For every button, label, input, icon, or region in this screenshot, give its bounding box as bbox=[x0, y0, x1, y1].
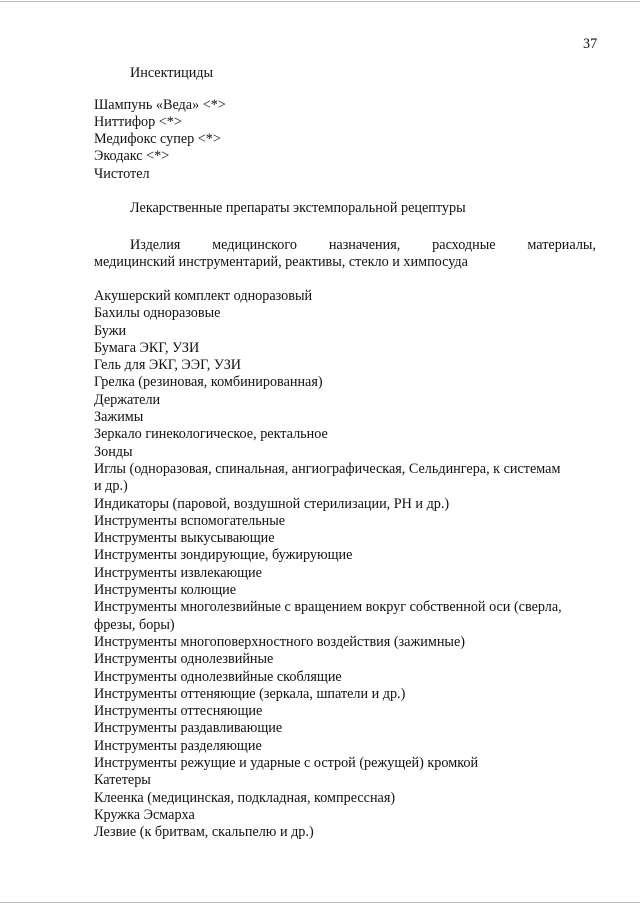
list-item: Бахилы одноразовые bbox=[94, 305, 221, 322]
medical-heading-word: медицинского bbox=[212, 237, 297, 253]
list-item: Инструменты однолезвийные скоблящие bbox=[94, 668, 342, 685]
medical-heading-word: материалы, bbox=[527, 237, 596, 253]
insecticide-item: Чистотел bbox=[94, 166, 150, 182]
list-item: Зеркало гинекологическое, ректальное bbox=[94, 426, 328, 443]
scan-border-bottom bbox=[0, 902, 640, 903]
medical-items-list bbox=[94, 288, 614, 842]
scan-border-top bbox=[0, 1, 640, 2]
list-item: Лезвие (к бритвам, скальпелю и др.) bbox=[94, 824, 314, 841]
insecticide-item: Экодакс <*> bbox=[94, 148, 170, 164]
list-item: Инструменты режущие и ударные с острой (режущей) кромкой bbox=[94, 755, 479, 772]
insecticide-item: Шампунь «Веда» <*> bbox=[94, 97, 226, 113]
list-item: Инструменты многоповерхностного воздействия (зажимные) bbox=[94, 633, 465, 650]
list-item: Бумага ЭКГ, УЗИ bbox=[94, 339, 200, 356]
list-item: Инструменты раздавливающие bbox=[94, 720, 283, 737]
insecticides-heading: Инсектициды bbox=[130, 65, 214, 81]
list-item: Клеенка (медицинская, подкладная, компрессная) bbox=[94, 789, 396, 806]
list-item: Инструменты извлекающие bbox=[94, 564, 262, 581]
list-item: Кружка Эсмарха bbox=[94, 806, 195, 823]
list-item: Держатели bbox=[94, 391, 161, 408]
list-item: Инструменты многолезвийные с вращением вокруг собственной оси (сверла, bbox=[94, 599, 562, 616]
medical-heading-line1 bbox=[130, 237, 596, 254]
list-item: Катетеры bbox=[94, 772, 151, 789]
list-item: Иглы (одноразовая, спинальная, ангиографическая, Сельдингера, к системам bbox=[94, 460, 561, 477]
list-item: и др.) bbox=[94, 478, 128, 495]
medical-heading-word: Изделия bbox=[130, 237, 181, 253]
list-item: Гель для ЭКГ, ЭЭГ, УЗИ bbox=[94, 357, 242, 374]
list-item: Инструменты разделяющие bbox=[94, 737, 262, 754]
medical-heading-word: расходные bbox=[432, 237, 496, 253]
list-item: Зонды bbox=[94, 443, 133, 460]
medical-heading-line2: медицинский инструментарий, реактивы, стекло и химпосуда bbox=[94, 254, 468, 270]
list-item: Зажимы bbox=[94, 409, 144, 426]
list-item: Инструменты вспомогательные bbox=[94, 512, 286, 529]
list-item: Акушерский комплект одноразовый bbox=[94, 288, 313, 304]
extemporaneous-heading: Лекарственные препараты экстемпоральной рецептуры bbox=[130, 200, 466, 216]
medical-heading-word: назначения, bbox=[328, 237, 401, 253]
list-item: Бужи bbox=[94, 322, 127, 339]
list-item: Инструменты оттесняющие bbox=[94, 703, 263, 720]
insecticide-item: Ниттифор <*> bbox=[94, 114, 182, 130]
list-item: Инструменты однолезвийные bbox=[94, 651, 274, 668]
list-item: Инструменты зондирующие, бужирующие bbox=[94, 547, 353, 564]
list-item: Инструменты колющие bbox=[94, 582, 237, 599]
list-item: Грелка (резиновая, комбинированная) bbox=[94, 374, 323, 391]
page-number: 37 bbox=[583, 36, 598, 52]
list-item: фрезы, боры) bbox=[94, 616, 175, 633]
list-item: Инструменты оттеняющие (зеркала, шпатели и др.) bbox=[94, 685, 406, 702]
list-item: Инструменты выкусывающие bbox=[94, 530, 275, 547]
insecticide-item: Медифокс супер <*> bbox=[94, 131, 221, 147]
list-item: Индикаторы (паровой, воздушной стерилизации, PH и др.) bbox=[94, 495, 450, 512]
